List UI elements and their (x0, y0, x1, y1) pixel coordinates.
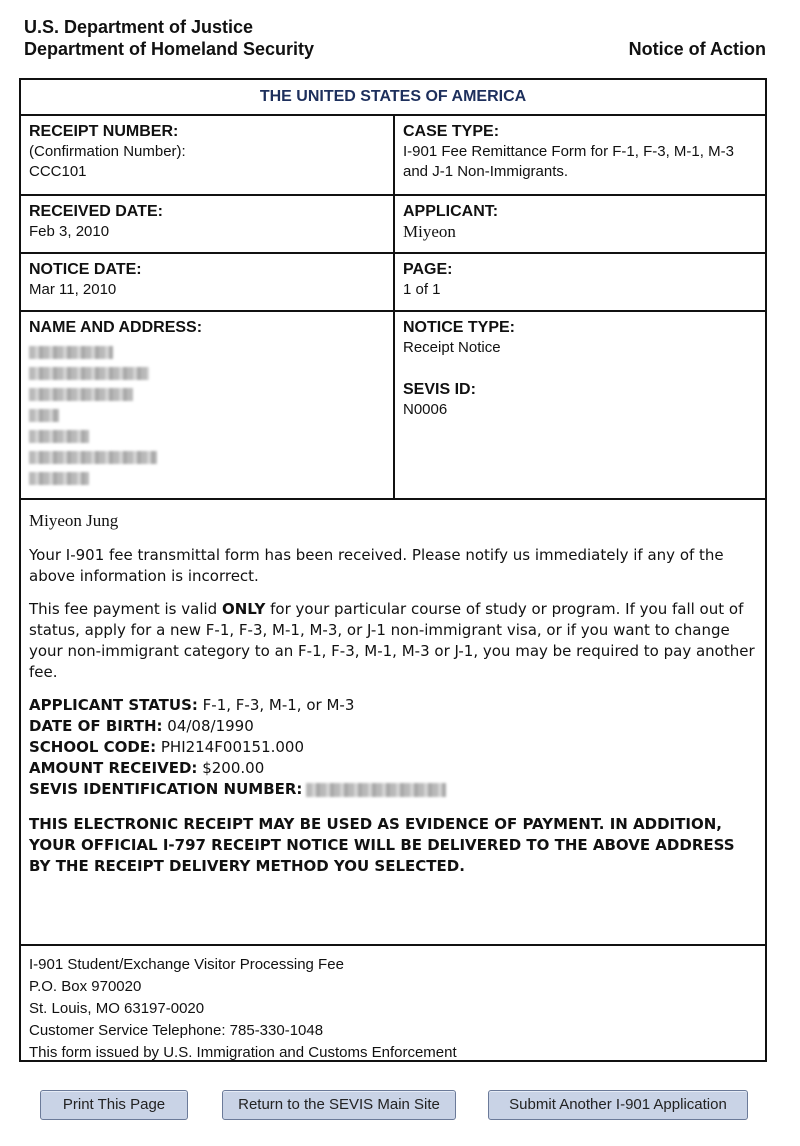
redacted-address-line (29, 451, 157, 464)
receipt-number-cell (21, 116, 395, 194)
footer-line-4: Customer Service Telephone: 785-330-1048 (29, 1022, 324, 1039)
notice-date-value: Mar 11, 2010 (29, 281, 117, 298)
name-address-label: NAME AND ADDRESS: (29, 319, 203, 336)
submit-another-application-button[interactable]: Submit Another I-901 Application (488, 1090, 748, 1120)
page-value: 1 of 1 (403, 281, 441, 298)
notice-of-action-title: Notice of Action (628, 39, 766, 59)
notice-date-label: NOTICE DATE: (29, 261, 142, 278)
validity-text-before: This fee payment is valid (29, 600, 222, 618)
footer-line-2: P.O. Box 970020 (29, 978, 142, 995)
paragraph-received: Your I-901 fee transmittal form has been received. Please notify us immediately if any of the above information is incorrect. (29, 546, 724, 585)
case-type-value: I-901 Fee Remittance Form for F-1, F-3, M-1, M-3 and J-1 Non-Immigrants. (403, 143, 734, 180)
school-code-line (29, 737, 757, 758)
redacted-address-line (29, 472, 89, 485)
case-type-label: CASE TYPE: (403, 123, 500, 140)
footer-line-1: I-901 Student/Exchange Visitor Processing Fee (29, 956, 344, 973)
sevis-id-label: SEVIS ID: (403, 381, 476, 398)
sevis-number-line (29, 779, 757, 800)
validity-text-bold: ONLY (221, 600, 266, 618)
received-date-value: Feb 3, 2010 (29, 223, 110, 240)
redacted-address-line (29, 388, 133, 401)
receipt-form (19, 78, 767, 1062)
name-address-cell (21, 312, 395, 498)
amount-received-label: AMOUNT RECEIVED: (29, 759, 198, 777)
action-buttons (0, 1090, 800, 1122)
school-code-label: SCHOOL CODE: (29, 738, 157, 756)
received-date-cell (21, 196, 395, 252)
page-cell (395, 254, 765, 310)
document-header (24, 16, 768, 64)
sevis-number-label: SEVIS IDENTIFICATION NUMBER: (29, 780, 303, 798)
applicant-status-value: F-1, F-3, M-1, or M-3 (202, 696, 355, 714)
case-type-cell (395, 116, 765, 194)
row-notice-page (21, 254, 765, 312)
page-label: PAGE: (403, 261, 453, 278)
notice-body (21, 500, 765, 946)
school-code-value: PHI214F00151.000 (160, 738, 305, 756)
applicant-status-line (29, 695, 757, 716)
applicant-status-label: APPLICANT STATUS: (29, 696, 198, 714)
date-of-birth-value: 04/08/1990 (167, 717, 254, 735)
print-page-button[interactable]: Print This Page (40, 1090, 188, 1120)
footer-line-3: St. Louis, MO 63197-0020 (29, 1000, 205, 1017)
applicant-details (29, 695, 757, 800)
amount-received-value: $200.00 (202, 759, 265, 777)
applicant-value: Miyeon (403, 222, 456, 241)
redacted-address-line (29, 346, 113, 359)
redacted-sevis-number (306, 783, 446, 797)
evidence-of-payment-notice: THIS ELECTRONIC RECEIPT MAY BE USED AS EVIDENCE OF PAYMENT. IN ADDITION, YOUR OFFICIAL I-797 RECEIPT NOTICE WILL BE DELIVERED TO THE ABOVE ADDRESS BY THE RECEIPT DELIVERY METHOD YOU SELECTED. (29, 815, 735, 875)
row-received-applicant (21, 196, 765, 254)
received-date-label: RECEIVED DATE: (29, 203, 163, 220)
return-sevis-main-button[interactable]: Return to the SEVIS Main Site (222, 1090, 456, 1120)
row-receipt-case (21, 116, 765, 196)
notice-type-value: Receipt Notice (403, 339, 501, 356)
redacted-address-line (29, 367, 149, 380)
confirmation-number-label: (Confirmation Number): (29, 143, 186, 160)
validity-text-after: for your particular course of study or program. If you fall out of status, apply for a new F-1, F-3, M-1, M-3, or J-1 non-immigrant visa, or if you want to change your non-immigrant category to an F-1, F-3, M-1, M-3 or J-1, you may be required to pay another fee. (29, 600, 755, 681)
form-title: THE UNITED STATES OF AMERICA (21, 80, 765, 116)
agency-line-2: Department of Homeland Security (24, 39, 315, 59)
processing-address-footer (21, 946, 765, 1072)
date-of-birth-label: DATE OF BIRTH: (29, 717, 163, 735)
notice-date-cell (21, 254, 395, 310)
redacted-address-line (29, 409, 59, 422)
date-of-birth-line (29, 716, 757, 737)
footer-line-5: This form issued by U.S. Immigration and Customs Enforcement (29, 1044, 457, 1061)
receipt-number-value: CCC101 (29, 163, 87, 180)
receipt-number-label: RECEIPT NUMBER: (29, 123, 179, 140)
recipient-name: Miyeon Jung (29, 511, 119, 530)
applicant-cell (395, 196, 765, 252)
amount-received-line (29, 758, 757, 779)
agency-line-1: U.S. Department of Justice (24, 17, 254, 37)
applicant-label: APPLICANT: (403, 203, 499, 220)
redacted-address-line (29, 430, 89, 443)
notice-type-cell (395, 312, 765, 498)
sevis-id-value: N0006 (403, 401, 448, 418)
notice-type-label: NOTICE TYPE: (403, 319, 516, 336)
paragraph-validity (29, 599, 757, 683)
row-address-notice-type (21, 312, 765, 500)
